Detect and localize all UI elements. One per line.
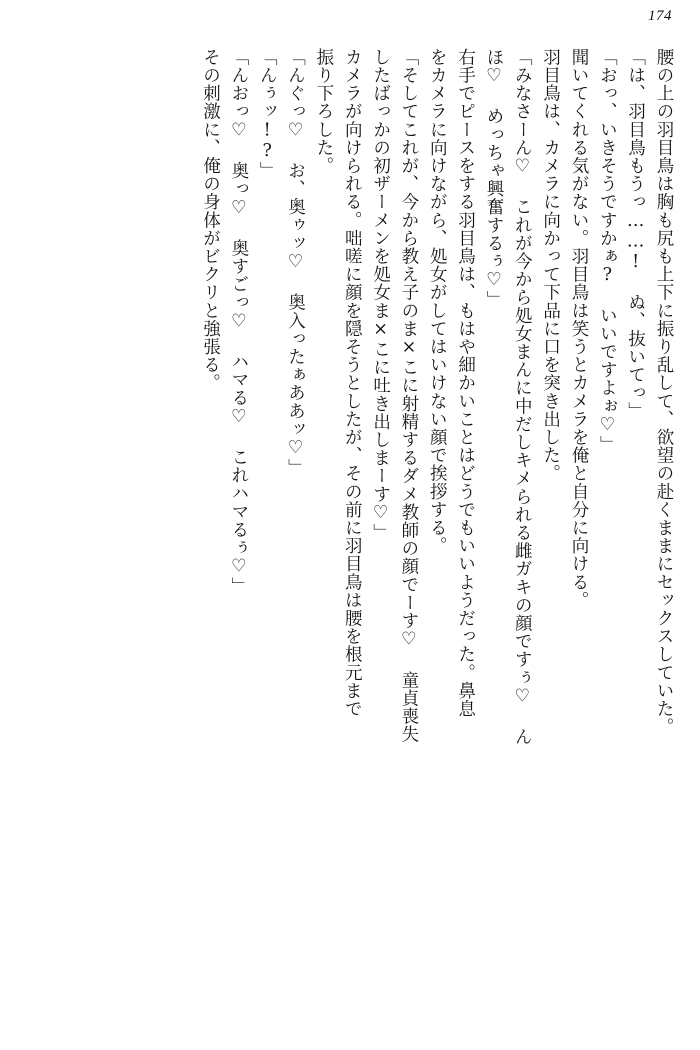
text-line: 「んおっ♡ 奥っ♡ 奥すごっ♡ ハマる♡ これハマるぅ♡」 xyxy=(228,48,249,596)
page-body-text xyxy=(22,48,678,1024)
text-line: カメラが向けられる。咄嗟に顔を隠そうとしたが、その前に羽目鳥は腰を根元まで xyxy=(342,48,363,718)
text-line: 「は、羽目鳥もうっ……! ぬ、抜いてっ」 xyxy=(625,48,646,420)
page-number: 174 xyxy=(648,8,672,24)
text-line: 「んぅッ!?」 xyxy=(257,48,278,180)
text-line: 聞いてくれる気がない。羽目鳥は笑うとカメラを俺と自分に向ける。 xyxy=(568,48,589,610)
text-line: 「みなさーん♡ これが今から処女まんに中だしキメられる雌ガキの顔ですぅ♡ ん xyxy=(512,48,533,746)
text-line: 振り下ろした。 xyxy=(313,48,334,175)
text-line: 腰の上の羽目鳥は胸も尻も上下に振り乱して、欲望の赴くままにセックスしていた。 xyxy=(654,48,674,736)
text-line: 「んぐっ♡ お、奥ゥッ♡ 奥入ったぁああッ♡」 xyxy=(285,48,306,477)
text-line: 右手でピースをする羽目鳥は、もはや細かいことはどうでもいいようだった。鼻息 xyxy=(455,48,476,718)
text-line: ほ♡ めっちゃ興奮するぅ♡」 xyxy=(483,48,504,309)
text-line: 「そしてこれが、今から教え子のま×こに射精するダメ教師の顔でーす♡ 童貞喪失 xyxy=(398,48,419,744)
text-line: をカメラに向けながら、処女がしてはいけない顔で挨拶する。 xyxy=(427,48,448,555)
text-line: したばっかの初ザーメンを処女ま×こに吐き出しまーす♡」 xyxy=(370,48,391,542)
text-line: 羽目鳥は、カメラに向かって下品に口を突き出した。 xyxy=(540,48,561,483)
text-line: 「おっ、いきそうですかぁ? いいですよぉ♡」 xyxy=(597,48,618,454)
text-line: その刺激に、俺の身体がビクリと強張る。 xyxy=(200,48,221,392)
